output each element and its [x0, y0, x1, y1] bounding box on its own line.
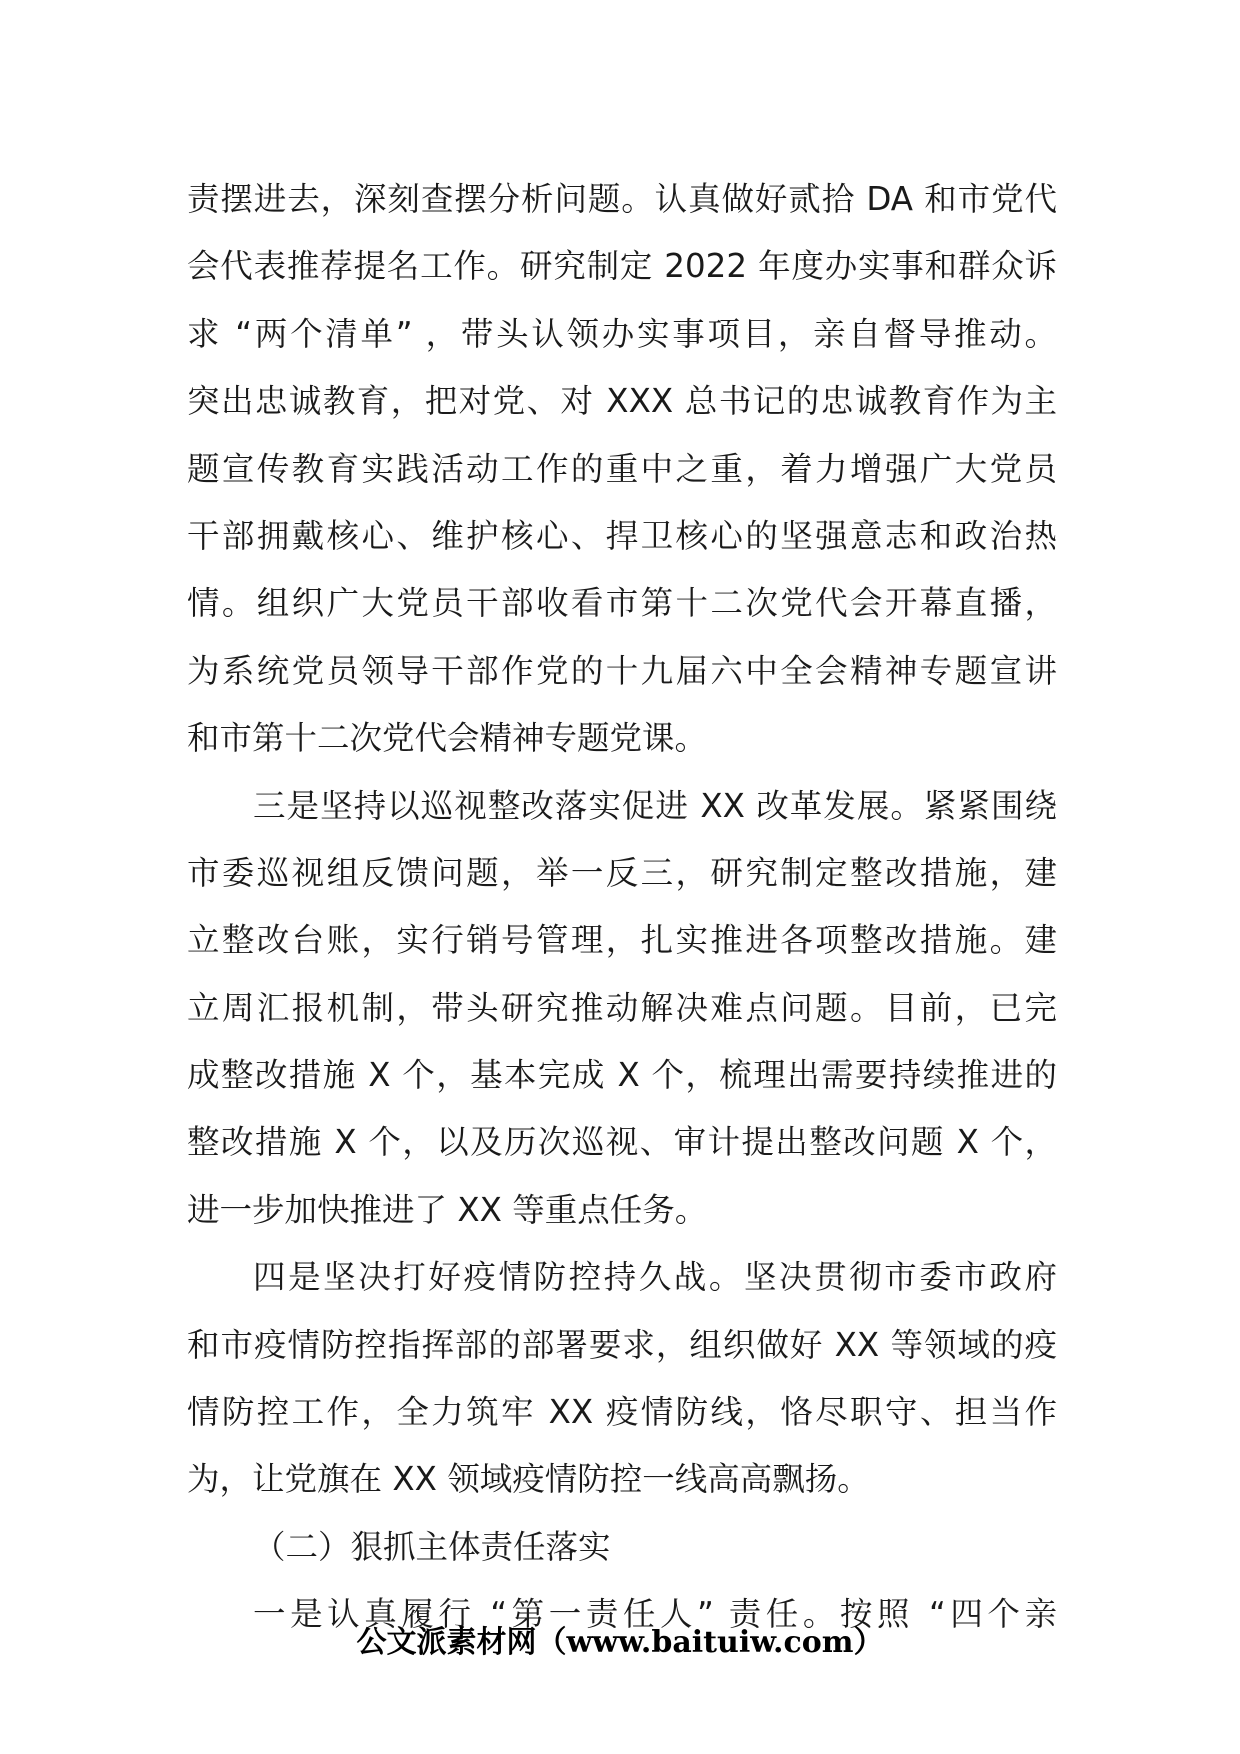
text-line: 市委巡视组反馈问题，举一反三，研究制定整改措施，建 [187, 853, 1057, 892]
text-line: 立整改台账，实行销号管理，扎实推进各项整改措施。建 [187, 921, 1057, 960]
text-line: 为，让党旗在 XX 领域疫情防控一线高高飘扬。 [187, 1460, 870, 1499]
text-line: 题宣传教育实践活动工作的重中之重，着力增强广大党员 [187, 449, 1057, 488]
text-line: 情防控工作，全力筑牢 XX 疫情防线，恪尽职守、担当作 [187, 1393, 1057, 1432]
paragraph-first-line: 一是认真履行 “第一责任人” 责任。按照 “四个亲 [253, 1595, 1057, 1634]
text-line: 求 “两个清单” ，带头认领办实事项目，亲自督导推动。 [187, 314, 1057, 353]
text-line: 进一步加快推进了 XX 等重点任务。 [187, 1190, 708, 1229]
text-line: 突出忠诚教育，把对党、对 XXX 总书记的忠诚教育作为主 [187, 382, 1057, 421]
text-line: 立周汇报机制，带头研究推动解决难点问题。目前，已完 [187, 988, 1057, 1027]
document-body [187, 166, 1057, 1649]
paragraph-first-line: 四是坚决打好疫情防控持久战。坚决贯彻市委市政府 [253, 1258, 1057, 1297]
text-line: 干部拥戴核心、维护核心、捍卫核心的坚强意志和政治热 [187, 516, 1057, 555]
text-line: 为系统党员领导干部作党的十九届六中全会精神专题宣讲 [187, 651, 1057, 690]
text-line: 成整改措施 X 个，基本完成 X 个，梳理出需要持续推进的 [187, 1056, 1057, 1095]
footer-watermark: 公文派素材网（www.baituiw.com） [356, 1625, 884, 1660]
text-line: 情。组织广大党员干部收看市第十二次党代会开幕直播， [187, 584, 1057, 623]
text-line: 会代表推荐提名工作。研究制定 2022 年度办实事和群众诉 [187, 247, 1057, 286]
paragraph-first-line: 三是坚持以巡视整改落实促进 XX 改革发展。紧紧围绕 [253, 786, 1057, 825]
text-line: 和市疫情防控指挥部的部署要求，组织做好 XX 等领域的疫 [187, 1325, 1057, 1364]
text-line: 和市第十二次党代会精神专题党课。 [187, 719, 708, 758]
text-line: 责摆进去，深刻查摆分析问题。认真做好贰拾 DA 和市党代 [187, 180, 1057, 218]
text-line: 整改措施 X 个，以及历次巡视、审计提出整改问题 X 个， [187, 1123, 1057, 1162]
section-heading: （二）狠抓主体责任落实 [253, 1527, 611, 1566]
